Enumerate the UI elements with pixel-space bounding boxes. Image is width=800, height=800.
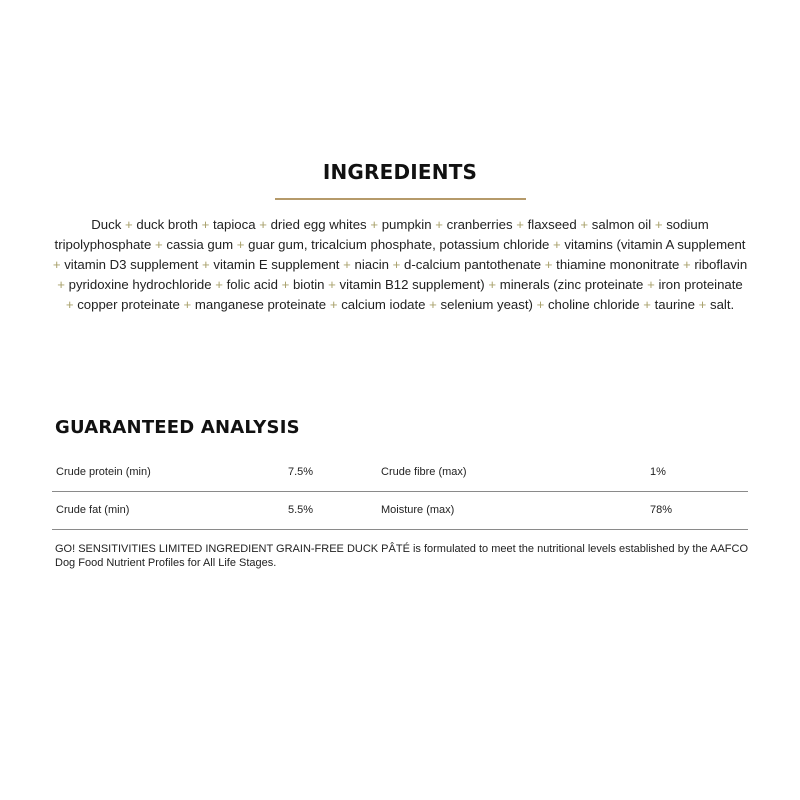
plus-separator: +	[643, 297, 651, 312]
plus-separator: +	[236, 237, 245, 252]
plus-separator: +	[683, 257, 691, 272]
ingredients-list	[52, 215, 748, 315]
ingredient-item: cranberries	[446, 217, 513, 232]
plus-separator: +	[57, 277, 65, 292]
analysis-title: GUARANTEED ANALYSIS	[55, 417, 300, 438]
ingredient-item: salt.	[710, 297, 735, 312]
plus-separator: +	[429, 297, 437, 312]
plus-separator: +	[328, 277, 336, 292]
plus-separator: +	[52, 257, 61, 272]
nutrient-label: Crude fat (min)	[56, 504, 130, 516]
table-row	[52, 493, 748, 530]
plus-separator: +	[435, 217, 443, 232]
ingredient-item: folic acid	[226, 277, 278, 292]
ingredient-item: d-calcium pantothenate	[404, 257, 542, 272]
plus-separator: +	[516, 217, 524, 232]
plus-separator: +	[580, 217, 589, 232]
ingredient-item: selenium yeast)	[440, 297, 533, 312]
plus-separator: +	[343, 257, 351, 272]
ingredient-item: calcium iodate	[341, 297, 426, 312]
ingredient-item: duck broth	[136, 217, 198, 232]
ingredient-item: thiamine mononitrate	[556, 257, 680, 272]
nutrient-value: 7.5%	[288, 466, 314, 478]
plus-separator: +	[698, 297, 707, 312]
title-divider	[275, 198, 526, 200]
ingredient-item: biotin	[292, 277, 325, 292]
ingredient-item: cassia gum	[166, 237, 234, 252]
plus-separator: +	[215, 277, 223, 292]
ingredient-item: choline chloride	[547, 297, 640, 312]
plus-separator: +	[201, 217, 210, 232]
ingredient-item: iron proteinate	[658, 277, 743, 292]
ingredient-item: manganese proteinate	[194, 297, 327, 312]
ingredient-item: niacin	[354, 257, 389, 272]
plus-separator: +	[536, 297, 545, 312]
nutrient-label: Crude fibre (max)	[381, 466, 467, 478]
plus-separator: +	[370, 217, 379, 232]
ingredient-item: vitamins (vitamin A supplement	[564, 237, 746, 252]
table-row	[52, 455, 748, 492]
plus-separator: +	[488, 277, 497, 292]
plus-separator: +	[647, 277, 655, 292]
ingredient-item: copper proteinate	[77, 297, 180, 312]
plus-separator: +	[154, 237, 163, 252]
plus-separator: +	[329, 297, 338, 312]
ingredient-item: Duck	[91, 217, 122, 232]
ingredient-item: tapioca	[213, 217, 256, 232]
plus-separator: +	[183, 297, 192, 312]
ingredient-item: dried egg whites	[270, 217, 367, 232]
plus-separator: +	[654, 217, 663, 232]
ingredients-title: INGREDIENTS	[322, 160, 478, 184]
aafco-statement: GO! SENSITIVITIES LIMITED INGREDIENT GRAIN-FREE DUCK PÂTÉ is formulated to meet the nutritional levels established by the AAFCO Dog Food Nutrient Profiles for All Life Stages.	[55, 543, 749, 569]
plus-separator: +	[65, 297, 74, 312]
plus-separator: +	[202, 257, 210, 272]
nutrient-label: Moisture (max)	[381, 504, 455, 516]
ingredient-item: flaxseed	[527, 217, 577, 232]
ingredient-item: vitamin D3 supplement	[64, 257, 199, 272]
ingredient-item: pumpkin	[381, 217, 432, 232]
ingredient-item: vitamin E supplement	[213, 257, 340, 272]
ingredient-item: riboflavin	[694, 257, 748, 272]
ingredient-item: guar gum, tricalcium phosphate, potassium chloride	[248, 237, 550, 252]
ingredient-item: vitamin B12 supplement)	[339, 277, 485, 292]
ingredient-item: pyridoxine hydrochloride	[68, 277, 212, 292]
plus-separator: +	[544, 257, 553, 272]
ingredient-item: sodium tripolyphosphate	[54, 217, 709, 252]
nutrient-value: 5.5%	[288, 504, 314, 516]
plus-separator: +	[281, 277, 290, 292]
plus-separator: +	[125, 217, 133, 232]
ingredient-item: taurine	[654, 297, 695, 312]
ingredient-item: minerals (zinc proteinate	[499, 277, 644, 292]
nutrient-label: Crude protein (min)	[56, 466, 151, 478]
plus-separator: +	[259, 217, 267, 232]
plus-separator: +	[553, 237, 561, 252]
nutrient-value: 78%	[650, 504, 673, 516]
plus-separator: +	[392, 257, 401, 272]
ingredient-item: salmon oil	[591, 217, 652, 232]
nutrient-value: 1%	[650, 466, 666, 478]
